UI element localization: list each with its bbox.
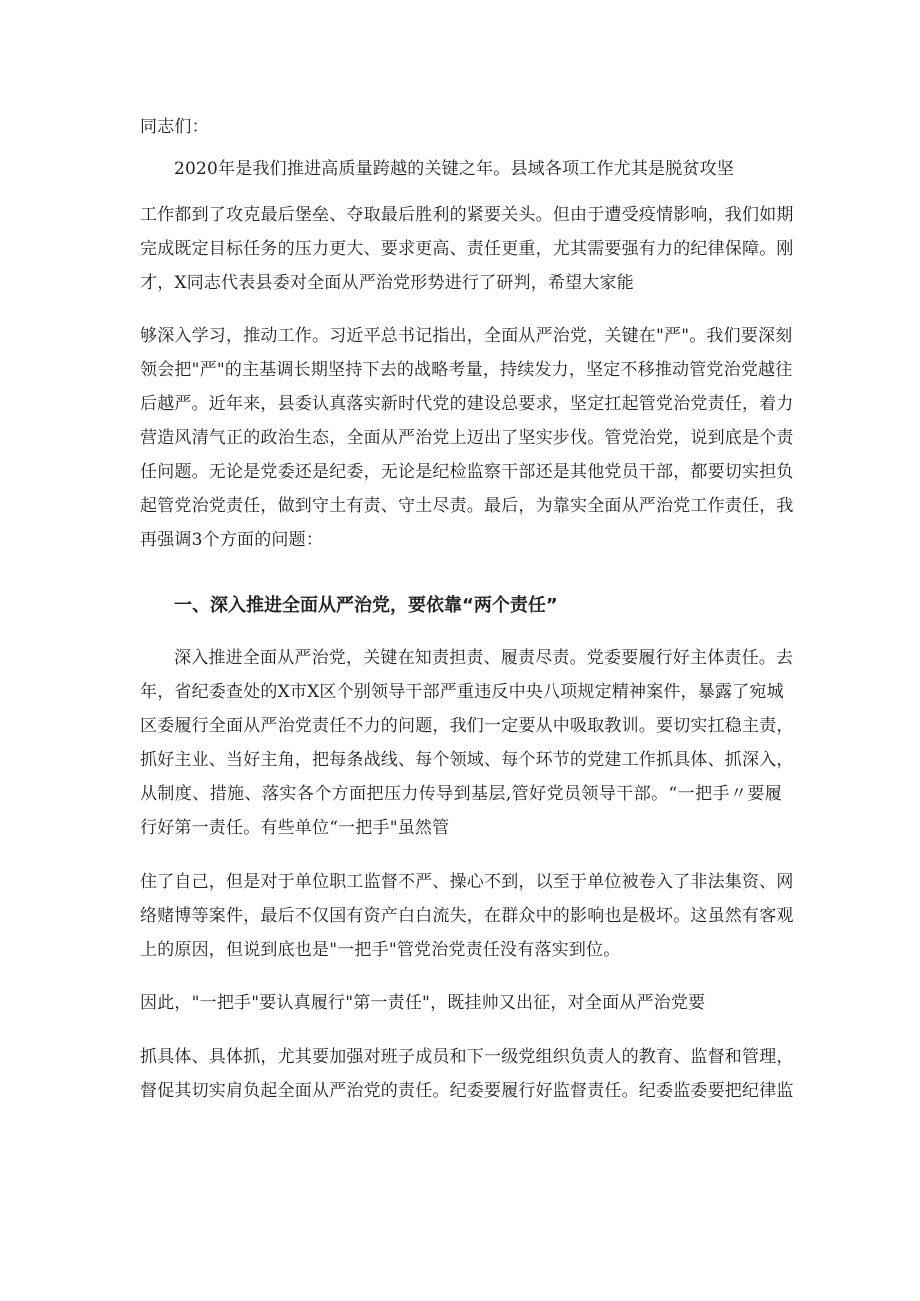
salutation: 同志们：	[140, 117, 209, 137]
paragraph-line: 抓具体、具体抓，尤其要加强对班子成员和下一级党组织负责人的教育、监督和管理，	[140, 1047, 794, 1067]
paragraph-line: 才，X同志代表县委对全面从严治党形势进行了研判，希望大家能	[140, 273, 634, 293]
paragraph-line: 络赌博等案件，最后不仅国有资产白白流失，在群众中的影响也是极坏。这虽然有客观	[140, 906, 794, 926]
paragraph-line: 行好第一责任。有些单位“一把手"虽然管	[140, 818, 450, 838]
paragraph-line: 任问题。无论是党委还是纪委，无论是纪检监察干部还是其他党员干部，都要切实担负	[140, 462, 794, 482]
paragraph-line: 2020年是我们推进高质量跨越的关键之年。县域各项工作尤其是脱贫攻坚	[174, 159, 735, 179]
paragraph-line: 住了自己，但是对于单位职工监督不严、操心不到，以至于单位被卷入了非法集资、网	[140, 872, 794, 892]
paragraph-line: 营造风清气正的政治生态，全面从严治党上迈出了坚实步伐。管党治党，说到底是个责	[140, 428, 794, 448]
paragraph-line: 起管党治党责任，做到守土有责、守土尽责。最后，为靠实全面从严治党工作责任，我	[140, 496, 794, 516]
paragraph-line: 因此，"一把手"要认真履行"第一责任"，既挂帅又出征，对全面从严治党要	[140, 993, 706, 1013]
paragraph-line: 年，省纪委查处的X市X区个别领导干部严重违反中央八项规定精神案件，暴露了宛城	[140, 682, 784, 702]
paragraph-line: 后越严。近年来，县委认真落实新时代党的建设总要求，坚定扛起管党治党责任，着力	[140, 394, 794, 414]
paragraph-line: 上的原因，但说到底也是"一把手"管党治党责任没有落实到位。	[140, 940, 621, 960]
paragraph-line: 完成既定目标任务的压力更大、要求更高、责任更重，尤其需要强有力的纪律保障。刚	[140, 239, 794, 259]
paragraph-line: 抓好主业、当好主角，把每条战线、每个领域、每个环节的党建工作抓具体、抓深入，	[140, 750, 794, 770]
paragraph-line: 从制度、措施、落实各个方面把压力传导到基层,管好党员领导干部。“一把手〃要履	[140, 784, 782, 804]
paragraph-line: 督促其切实肩负起全面从严治党的责任。纪委要履行好监督责任。纪委监委要把纪律监	[140, 1081, 794, 1101]
paragraph-line: 领会把"严"的主基调长期坚持下去的战略考量，持续发力，坚定不移推动管党治党越往	[140, 360, 793, 380]
paragraph-line: 再强调3个方面的问题：	[140, 530, 324, 550]
section-heading: 一、深入推进全面从严治党，要依靠“两个责任”	[174, 595, 558, 616]
paragraph-line: 够深入学习，推动工作。习近平总书记指出，全面从严治党，关键在"严"。我们要深刻	[140, 326, 793, 346]
paragraph-line: 工作都到了攻克最后堡垒、夺取最后胜利的紧要关头。但由于遭受疫情影响，我们如期	[140, 205, 794, 225]
paragraph-line: 区委履行全面从严治党责任不力的问题，我们一定要从中吸取教训。要切实扛稳主责，	[140, 716, 794, 736]
paragraph-line: 深入推进全面从严治党，关键在知责担责、履责尽责。党委要履行好主体责任。去	[174, 648, 794, 668]
